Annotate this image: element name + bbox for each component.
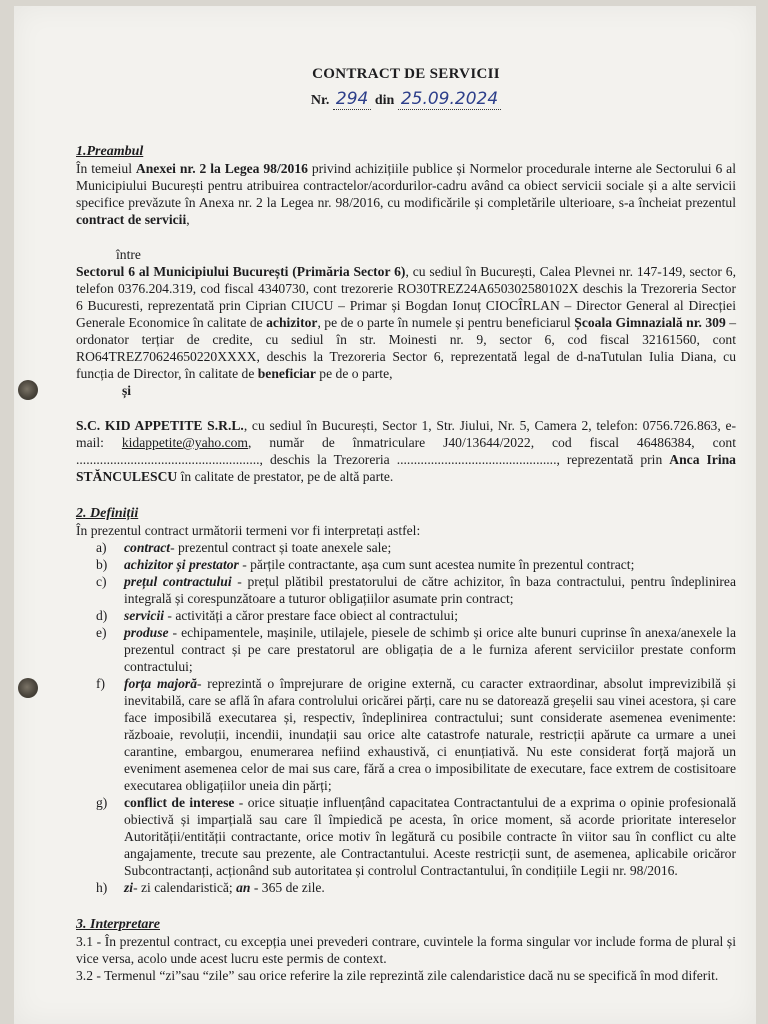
contract-title: CONTRACT DE SERVICII xyxy=(312,66,500,82)
punch-hole xyxy=(18,380,38,400)
definition-item: d) servicii - activități a căror prestare face obiect al contractului; xyxy=(96,608,459,623)
definitions-list xyxy=(76,539,736,896)
contract-number-line xyxy=(76,91,736,109)
contract-number: 294 xyxy=(333,89,371,110)
definition-item: a) contract- prezentul contract și toate anexele sale; xyxy=(96,540,392,555)
intre-label: între xyxy=(116,247,141,262)
section-heading-definitii: 2. Definiții xyxy=(76,506,139,521)
party-achizitor: Sectorul 6 al Municipiului București (Primăria Sector 6), cu sediul în București, Calea Plevnei nr. 147-149, sector 6, telefon 0376.204.319, cod fiscal 4340730, cont trezorerie RO30TREZ24A650302580102X deschis la Trezoreria Sector 6 Bucuresti, reprezentată prin Ciprian CIUCU – Primar și Bogdan Ionuț CIOCÎRLAN – Director General al Direcției Generale Economice în calitate de achizitor, pe de o parte în numele și pentru beneficiarul Școala Gimnazială nr. 309 – ordonator terțiar de credite, cu sediul în str. Moinesti nr. 9, sector 6, cod fiscal 32161560, cont RO64TREZ70624650220XXXX, deschis la Trezoreria Sector 6, reprezentată legal de d-naTutulan Iulia Diana, cu funcția de Director, în calitate de beneficiar pe de o parte, xyxy=(76,264,736,381)
definition-item: f) forța majoră- reprezintă o împrejurare de origine externă, cu caracter extraordinar, absolut imprevizibilă și inevitabilă, care se află în afara controlului oricărei părți, care nu se datorează greșelii sau vinei acestora, și care face imposibilă executarea și, respectiv, îndeplinirea contractului; sunt considerate asemenea evenimente: războaie, revoluții, incendii, inundații sau orice alte catastrofe naturale, restricții apărute ca urmare a unei carantine, embargou, enumerarea nefiind exhaustivă, ci enunțiativă. Nu este considerat forță majoră un eveniment asemenea celor de mai sus care, fără a crea o imposibilitate de executare, face extrem de costisitoare executarea obligațiilor uneia din părți; xyxy=(96,676,736,793)
interpretare-paragraph: 3.1 - În prezentul contract, cu excepția unei prevederi contrare, cuvintele la forma singular vor include forma de plural și vice versa, acolo unde acest lucru este permis de context. xyxy=(76,934,736,966)
definitii-intro: În prezentul contract următorii termeni vor fi interpretați astfel: xyxy=(76,523,421,538)
preambul-paragraph: În temeiul Anexei nr. 2 la Legea 98/2016 privind achizițiile publice și Normelor procedurale interne ale Sectorului 6 al Municipiului București pentru atribuirea contractelor/acordurilor-cadru având ca obiect servicii sociale și a alte servicii specifice prevăzute în Anexa nr. 2 la Legea nr. 98/2016, cu modificările și completările ulterioare, s-a încheiat prezentul contract de servicii, xyxy=(76,161,736,227)
nr-label: Nr. xyxy=(310,93,330,108)
party-prestator: S.C. KID APPETITE S.R.L., cu sediul în București, Sector 1, Str. Jiului, Nr. 5, Camera 2, telefon: 0756.726.863, e-mail: kidappetite@yaho.com, număr de înmatriculare J40/13644/2022, cod fiscal 46486384, cont ......................................................, deschis la Trezoreria ..............................................., reprezentată prin Anca Irina STĂNCULESCU în calitate de prestator, pe de altă parte. xyxy=(76,418,737,484)
section-heading-interpretare: 3. Interpretare xyxy=(76,917,160,932)
contract-date: 25.09.2024 xyxy=(398,89,501,110)
interpretare-paragraph: 3.2 - Termenul “zi”sau “zile” sau orice referire la zile reprezintă zile calendaristice dacă nu se specifică în mod diferit. xyxy=(76,968,719,983)
email-link[interactable]: kidappetite@yaho.com xyxy=(121,435,248,450)
definition-item: c) prețul contractului - prețul plătibil prestatorului de către achizitor, în baza contractului, pentru îndeplinirea integrală și corespunzătoare a tuturor obligațiilor asumate prin contract; xyxy=(96,574,736,606)
punch-hole xyxy=(18,678,38,698)
definition-item: g) conflict de interese - orice situație influențând capacitatea Contractantului de a exprima o opinie profesională obiectivă și imparțială sau care îl împiedică pe acesta, în orice moment, să acorde prioritate intereselor Autorității/entității contractante, orice motiv în legătură cu posibile contracte în viitor sau în conflict cu alte angajamente, trecute sau prezente, ale Contractantului. Aceste restricții sunt, de asemenea, aplicabile oricăror Subcontractanți, acționând sub autoritatea și controlul Contractantului, în condițiile Legii nr. 98/2016. xyxy=(96,795,737,878)
definition-item: e) produse - echipamentele, mașinile, utilajele, piesele de schimb și orice alte bunuri cuprinse în anexa/anexele la prezentul contract și pe care prestatorul are obligația de a le furniza aferent serviciilor prestate conform contractului; xyxy=(96,625,736,674)
si-label: și xyxy=(122,383,132,398)
section-heading-preambul: 1.Preambul xyxy=(76,144,144,159)
document-page xyxy=(14,6,756,1024)
definition-item: h) zi- zi calendaristică; an - 365 de zile. xyxy=(96,880,325,895)
contract-body xyxy=(76,66,736,984)
definition-item: b) achizitor și prestator - părțile contractante, așa cum sunt acestea numite în prezentul contract; xyxy=(96,557,635,572)
din-label: din xyxy=(374,93,395,108)
